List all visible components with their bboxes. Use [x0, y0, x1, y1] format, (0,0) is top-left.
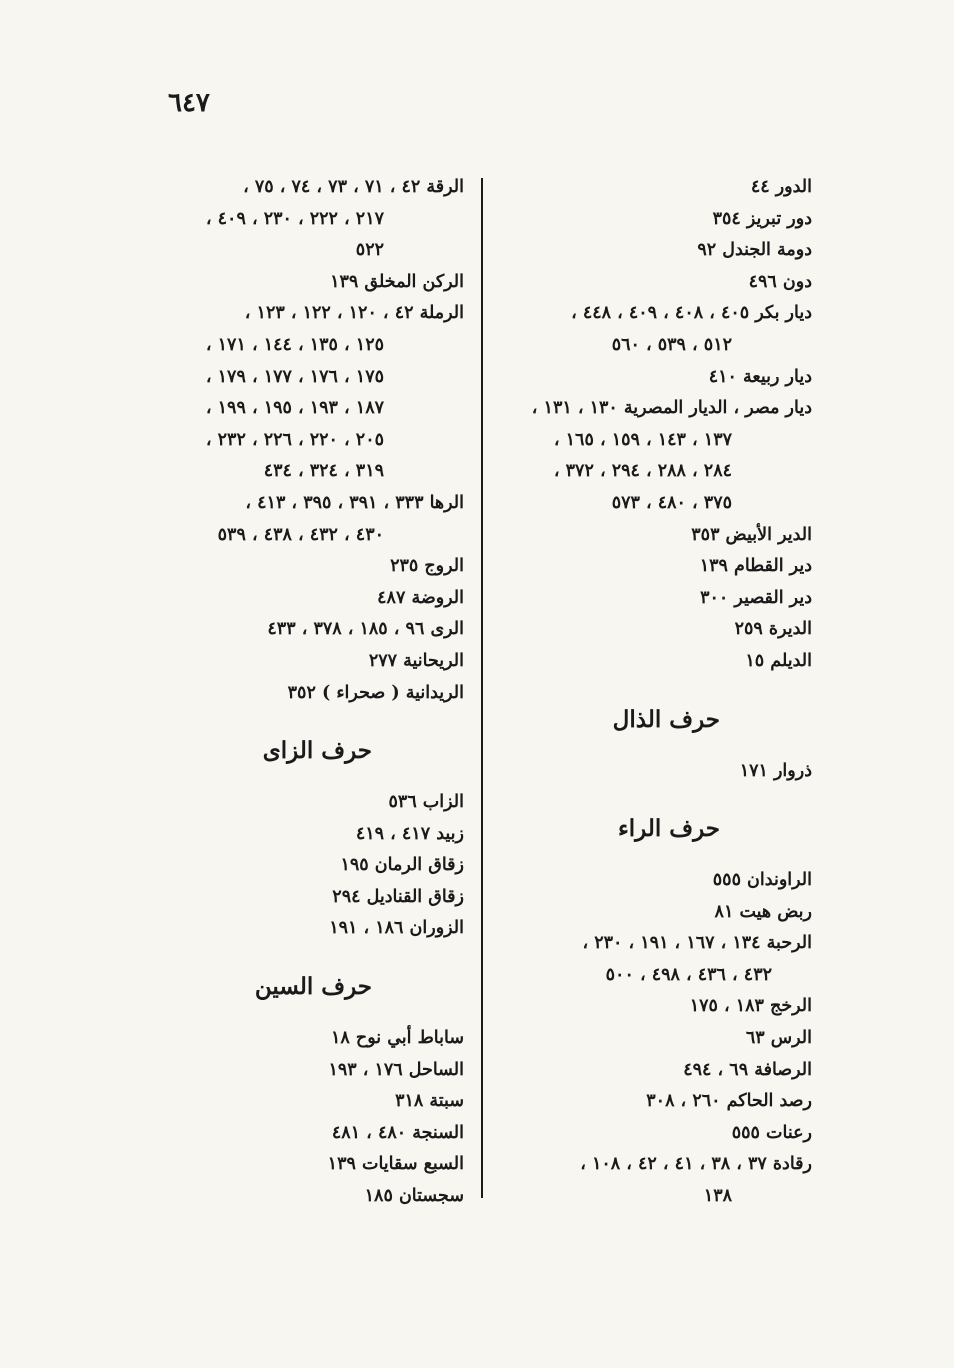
section-heading: حرف السين	[254, 973, 372, 1001]
index-entry-continuation: ١٣٧ ، ١٤٣ ، ١٥٩ ، ١٦٥ ،	[553, 429, 732, 450]
index-entry: الروج ٢٣٥	[390, 556, 464, 577]
index-entry: الرملة ٤٢ ، ١٢٠ ، ١٢٢ ، ١٢٣ ،	[244, 303, 464, 324]
index-entry: الديلم ١٥	[745, 650, 812, 671]
section-heading: حرف الذال	[612, 705, 720, 733]
index-entry: السنجة ٤٨٠ ، ٤٨١	[331, 1122, 464, 1143]
index-entry: الدير الأبيض ٣٥٣	[691, 524, 812, 545]
index-entry-continuation: ٢١٧ ، ٢٢٢ ، ٢٣٠ ، ٤٠٩ ،	[205, 208, 384, 229]
index-entry-continuation: ٤٣٢ ، ٤٣٦ ، ٤٩٨ ، ٥٠٠	[605, 964, 772, 985]
index-entry-continuation: ١٣٨	[703, 1186, 732, 1207]
index-entry: الريحانية ٢٧٧	[368, 650, 464, 671]
index-entry: دير القصير ٣٠٠	[700, 587, 812, 608]
index-entry: الرصافة ٦٩ ، ٤٩٤	[683, 1059, 812, 1080]
section-heading: حرف الراء	[617, 815, 720, 843]
index-entry: ذروار ١٧١	[739, 760, 812, 781]
index-entry: الرقة ٤٢ ، ٧١ ، ٧٣ ، ٧٤ ، ٧٥ ،	[243, 177, 464, 197]
index-entry: الرها ٣٣٣ ، ٣٩١ ، ٣٩٥ ، ٤١٣ ،	[245, 492, 464, 513]
index-entry: الرى ٩٦ ، ١٨٥ ، ٣٧٨ ، ٤٣٣	[267, 619, 464, 640]
index-entry: الزوران ١٨٦ ، ١٩١	[329, 918, 464, 939]
index-entry: سجستان ١٨٥	[364, 1186, 464, 1207]
index-entry: دومة الجندل ٩٢	[697, 240, 812, 261]
index-entry-continuation: ٢٨٤ ، ٢٨٨ ، ٢٩٤ ، ٣٧٢ ،	[553, 461, 732, 482]
index-entry: ربض هيت ٨١	[714, 901, 812, 922]
index-entry: زقاق الرمان ١٩٥	[340, 855, 464, 876]
index-entry: الديرة ٢٥٩	[734, 619, 812, 640]
index-entry: ديار ربيعة ٤١٠	[708, 366, 812, 387]
index-entry: زبيد ٤١٧ ، ٤١٩	[355, 823, 464, 844]
index-entry-continuation: ٥١٢ ، ٥٣٩ ، ٥٦٠	[611, 334, 732, 355]
index-entry: ديار مصر ، الديار المصرية ١٣٠ ، ١٣١ ،	[531, 398, 812, 419]
index-entry: الرخج ١٨٣ ، ١٧٥	[689, 996, 812, 1017]
index-entry: الزاب ٥٣٦	[388, 792, 464, 813]
index-entry-continuation: ٣٧٥ ، ٤٨٠ ، ٥٧٣	[611, 492, 732, 513]
index-entry: السبع سقايات ١٣٩	[327, 1154, 464, 1175]
index-entry-continuation: ١٧٥ ، ١٧٦ ، ١٧٧ ، ١٧٩ ،	[205, 366, 384, 387]
section-heading: حرف الزاى	[262, 737, 372, 765]
index-entry-continuation: ١٨٧ ، ١٩٣ ، ١٩٥ ، ١٩٩ ،	[205, 398, 384, 419]
index-entry: دير القطام ١٣٩	[699, 556, 812, 577]
index-entry-continuation: ٥٢٢	[355, 240, 384, 261]
index-entry: الساحل ١٧٦ ، ١٩٣	[328, 1059, 464, 1080]
index-entry-continuation: ١٢٥ ، ١٣٥ ، ١٤٤ ، ١٧١ ،	[205, 334, 384, 355]
index-entry: ساباط أبي نوح ١٨	[331, 1028, 464, 1049]
index-entry: زقاق القناديل ٢٩٤	[332, 886, 464, 907]
index-entry: رقادة ٣٧ ، ٣٨ ، ٤١ ، ٤٢ ، ١٠٨ ،	[580, 1154, 812, 1175]
index-entry: رصد الحاكم ٢٦٠ ، ٣٠٨	[646, 1091, 812, 1112]
index-entry-continuation: ٣١٩ ، ٣٢٤ ، ٤٣٤	[263, 461, 384, 482]
index-entry: الروضة ٤٨٧	[377, 587, 464, 608]
index-entry: ديار بكر ٤٠٥ ، ٤٠٨ ، ٤٠٩ ، ٤٤٨ ،	[571, 303, 812, 324]
column-divider	[481, 178, 483, 1198]
index-entry: دور تبريز ٣٥٤	[712, 208, 812, 229]
index-entry: الرحبة ١٣٤ ، ١٦٧ ، ١٩١ ، ٢٣٠ ،	[582, 933, 812, 954]
index-entry-continuation: ٤٣٠ ، ٤٣٢ ، ٤٣٨ ، ٥٣٩	[217, 524, 384, 545]
index-entry: سبتة ٣١٨	[395, 1091, 464, 1112]
index-entry: الدور ٤٤	[750, 177, 812, 197]
index-column-left	[152, 172, 464, 1213]
index-entry: رعنات ٥٥٥	[731, 1122, 812, 1143]
index-column-right	[500, 172, 812, 1213]
index-entry: الراوندان ٥٥٥	[712, 870, 812, 891]
index-entry-continuation: ٢٠٥ ، ٢٢٠ ، ٢٢٦ ، ٢٣٢ ،	[205, 429, 384, 450]
index-entry: الركن المخلق ١٣٩	[330, 271, 464, 292]
index-entry: الرس ٦٣	[745, 1028, 812, 1049]
index-entry: الريدانية ( صحراء ) ٣٥٢	[287, 682, 464, 703]
index-entry: دون ٤٩٦	[748, 271, 812, 292]
page-number: ٦٤٧	[168, 88, 210, 118]
